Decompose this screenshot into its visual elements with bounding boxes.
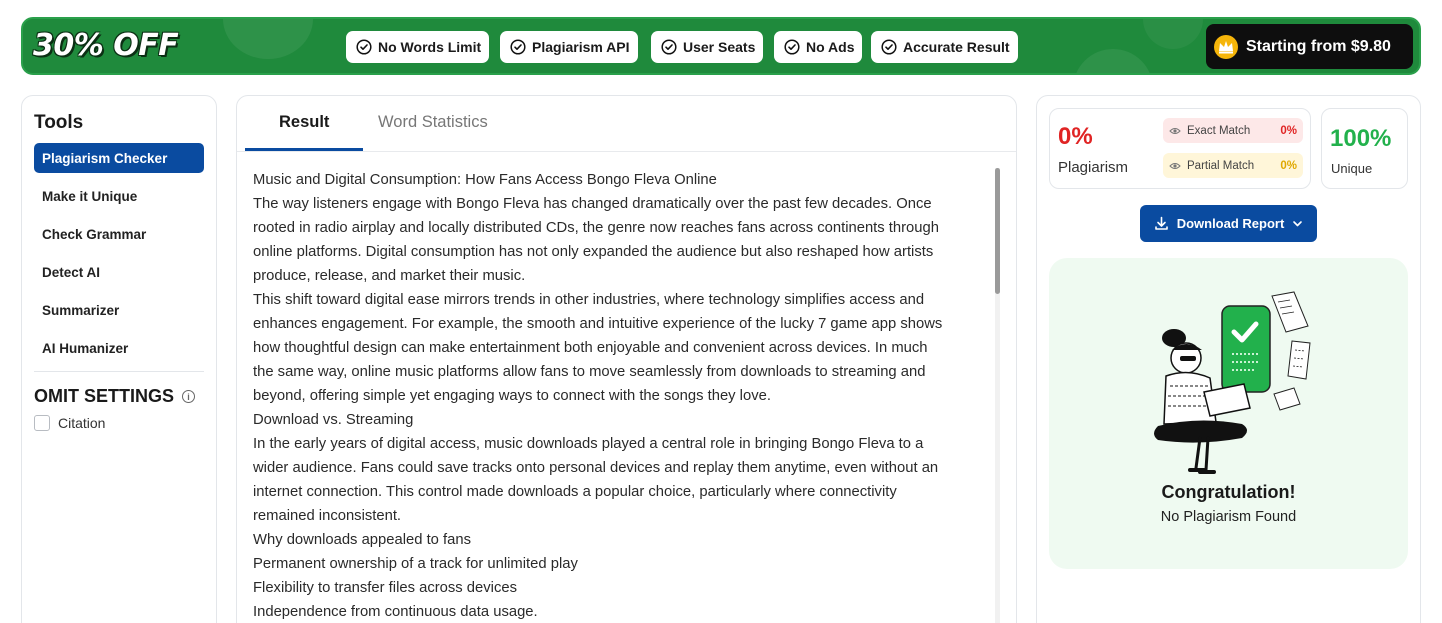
score-panel [1036,95,1421,623]
text-line: how thoughtful design can make entertainment both enjoyable and convenient across devices. In much [253,340,928,356]
citation-label: Citation [58,415,106,431]
exact-match-value: 0% [1280,124,1297,137]
checked-text-content [253,168,995,623]
text-line: Why downloads appealed to fans [253,532,471,548]
sidebar-item-detect-ai[interactable]: Detect AI [42,264,101,280]
exact-match-label: Exact Match [1187,124,1251,137]
banner-decoration [1073,49,1153,75]
chevron-down-icon [1292,218,1303,229]
banner-decoration [1143,17,1203,49]
feature-badge-plagiarism-api [500,31,638,63]
text-line: enhances engagement. For example, the smooth and intuitive experience of the lucky 7 game app shows [253,316,943,332]
pricing-label: Starting from $9.80 [1246,37,1391,55]
sidebar-divider [34,371,204,372]
citation-checkbox[interactable] [34,415,50,431]
check-circle-icon [784,39,800,55]
citation-option[interactable] [34,415,105,431]
feature-label: User Seats [683,39,756,55]
text-line: produce, release, and market their music. [253,268,526,284]
check-circle-icon [356,39,372,55]
text-line: rooted in radio airplay and locally distributed CDs, the genre now reaches fans across continents through [253,220,939,236]
eye-icon [1169,160,1181,172]
text-line: wider audience. Fans could save tracks onto personal devices and replay them anytime, even without an [253,460,939,476]
unique-score-card [1321,108,1408,189]
promo-banner[interactable] [21,17,1421,75]
result-panel [236,95,1017,623]
active-tab-indicator [245,148,363,151]
eye-icon [1169,125,1181,137]
text-line: Independence from continuous data usage. [253,604,538,620]
unique-label: Unique [1331,161,1373,176]
text-line: In the early years of digital access, music downloads played a central role in bringing Bongo Fleva to a [253,436,924,452]
scrollbar-thumb[interactable] [995,168,1000,294]
check-circle-icon [881,39,897,55]
plagiarism-percentage: 0% [1058,123,1093,150]
sidebar-item-ai-humanizer[interactable]: AI Humanizer [42,340,129,356]
text-line: the same way, online music platforms allow fans to move seamlessly from downloads to streaming and [253,364,926,380]
partial-match-value: 0% [1280,159,1297,172]
exact-match-badge [1163,118,1303,143]
sidebar-item-plagiarism-checker[interactable]: Plagiarism Checker [34,143,204,173]
plagiarism-label: Plagiarism [1058,159,1129,176]
tab-bar [237,96,1016,152]
plagiarism-score-card [1049,108,1311,189]
info-icon[interactable]: i [182,390,195,403]
text-line: Permanent ownership of a track for unlimited play [253,556,578,572]
check-circle-icon [661,39,677,55]
sidebar-title: Tools [34,112,84,133]
feature-label: No Ads [806,39,855,55]
text-line: internet connection. This control made downloads a popular choice, particularly where connectivity [253,484,897,500]
feature-badge-no-words-limit [346,31,489,63]
check-circle-icon [510,39,526,55]
partial-match-label: Partial Match [1187,159,1255,172]
crown-icon [1214,35,1238,59]
text-line: remained inconsistent. [253,508,402,524]
feature-badge-user-seats [651,31,763,63]
text-line: This shift toward digital ease mirrors trends in other industries, where technology simplifies access and [253,292,925,308]
download-icon [1154,216,1169,231]
sidebar-item-check-grammar[interactable]: Check Grammar [42,226,147,242]
text-line: Flexibility to transfer files across devices [253,580,517,596]
text-line: Music and Digital Consumption: How Fans Access Bongo Fleva Online [253,172,717,188]
feature-badge-accurate-result [871,31,1018,63]
text-line: Download vs. Streaming [253,412,414,428]
feature-label: Accurate Result [903,39,1010,55]
omit-settings-heading [34,386,195,407]
banner-decoration [223,17,313,59]
feature-badge-no-ads [774,31,862,63]
unique-percentage: 100% [1330,125,1392,152]
text-line: The way listeners engage with Bongo Fleva has changed dramatically over the past few decades. Once [253,196,932,212]
omit-settings-title: OMIT SETTINGS [34,386,175,406]
feature-label: No Words Limit [378,39,482,55]
download-report-label: Download Report [1176,216,1285,231]
congratulation-subtitle: No Plagiarism Found [1160,509,1297,525]
text-line: beyond, offering simple yet engaging ways to connect with the songs they love. [253,388,771,404]
congratulation-card [1049,258,1408,569]
feature-label: Plagiarism API [532,39,630,55]
partial-match-badge [1163,153,1303,178]
sidebar-item-summarizer[interactable]: Summarizer [42,302,120,318]
pricing-button[interactable] [1206,24,1413,69]
tab-word-statistics[interactable]: Word Statistics [378,113,488,131]
text-line: online platforms. Digital consumption has not only expanded the audience but also reshaped how artists [253,244,934,260]
tab-result[interactable]: Result [279,113,330,131]
congratulation-title: Congratulation! [1161,482,1296,502]
sidebar-item-make-it-unique[interactable]: Make it Unique [42,188,138,204]
tools-sidebar [21,95,217,623]
discount-label: 30% OFF [33,28,179,63]
download-report-button[interactable] [1140,205,1317,242]
person-with-laptop-illustration [1144,276,1314,481]
